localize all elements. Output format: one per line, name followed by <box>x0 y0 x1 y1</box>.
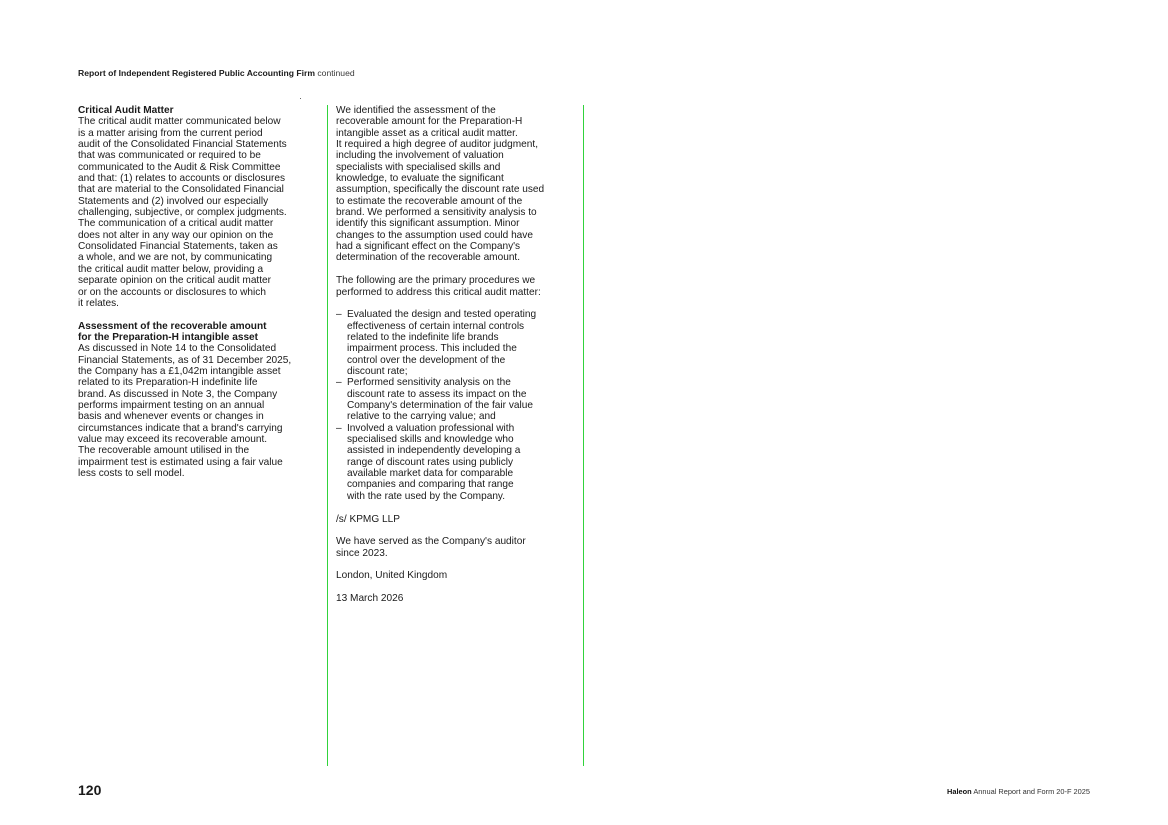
text-line: companies and comparing that range <box>347 479 514 491</box>
text-line: performs impairment testing on an annual <box>78 399 265 411</box>
right-column <box>336 105 576 604</box>
text-line: and that: (1) relates to accounts or disclosures <box>78 173 286 185</box>
text-line: Statements and (2) involved our especially <box>78 195 269 207</box>
text-line: It required a high degree of auditor judgment, <box>336 139 539 151</box>
text-line: – Performed sensitivity analysis on the <box>347 377 511 389</box>
footer <box>947 787 1090 796</box>
text-line: brand. As discussed in Note 3, the Company <box>78 388 278 400</box>
text-line: specialists with specialised skills and <box>336 161 501 173</box>
text-line: including the involvement of valuation <box>336 150 504 162</box>
auditor-tenure <box>336 536 576 559</box>
text-line: available market data for comparable <box>347 468 514 480</box>
report-header <box>78 68 355 78</box>
text-line: audit of the Consolidated Financial Statements <box>78 139 287 151</box>
text-line: a whole, and we are not, by communicating <box>78 252 273 264</box>
text-line: As discussed in Note 14 to the Consolidated <box>78 343 277 355</box>
footer-report-title: Annual Report and Form 20-F 2025 <box>973 787 1090 796</box>
column-divider-left <box>327 105 328 766</box>
page-number: 120 <box>78 782 102 798</box>
text-line: discount rate; <box>347 366 408 377</box>
text-line: for the Preparation-H intangible asset <box>78 331 259 343</box>
text-line: specialised skills and knowledge who <box>347 434 514 446</box>
text-line: does not alter in any way our opinion on the <box>78 229 274 241</box>
text-line: the critical audit matter below, providing a <box>78 263 264 275</box>
text-line: effectiveness of certain internal controls <box>347 320 525 332</box>
text-line: assumption, specifically the discount rate used <box>336 184 545 196</box>
text-line: control over the development of the <box>347 354 506 366</box>
text-line: identify this significant assumption. Minor <box>336 218 520 230</box>
text-line: determination of the recoverable amount. <box>336 252 521 264</box>
text-line: relative to the carrying value; and <box>347 411 496 423</box>
column-divider-right <box>583 105 584 766</box>
identification-paragraph <box>336 105 576 264</box>
procedures-list <box>336 309 576 502</box>
text-line: The following are the primary procedures we <box>336 275 536 287</box>
procedure-item <box>336 423 576 502</box>
text-line: circumstances indicate that a brand's carrying <box>78 422 283 434</box>
text-line: The communication of a critical audit matter <box>78 218 274 230</box>
assessment-text <box>78 343 318 479</box>
procedures-intro <box>336 275 576 298</box>
text-line: that are material to the Consolidated Financial <box>78 184 284 196</box>
text-line: that was communicated or required to be <box>78 150 261 162</box>
text-line: challenging, subjective, or complex judgments. <box>78 207 287 219</box>
text-line: it relates. <box>78 297 119 309</box>
report-title: Report of Independent Registered Public Accounting Firm <box>78 68 315 78</box>
text-line: discount rate to assess its impact on the <box>347 388 527 400</box>
text-line: assisted in independently developing a <box>347 445 521 457</box>
text-line: or on the accounts or disclosures to which <box>78 286 266 298</box>
text-line: had a significant effect on the Company's <box>336 241 521 253</box>
continued-label: continued <box>317 68 355 78</box>
text-line: changes to the assumption used could have <box>336 229 533 241</box>
text-line: brand. We performed a sensitivity analysis to <box>336 207 537 219</box>
report-location: London, United Kingdom <box>336 570 448 582</box>
text-line: The recoverable amount utilised in the <box>78 445 250 457</box>
text-line: We have served as the Company's auditor <box>336 536 526 548</box>
text-line: The critical audit matter communicated below <box>78 116 281 128</box>
text-line: less costs to sell model. <box>78 468 185 480</box>
text-line: impairment process. This included the <box>347 343 517 355</box>
text-line: impairment test is estimated using a fair value <box>78 456 283 468</box>
text-line: communicated to the Audit & Risk Committee <box>78 161 281 173</box>
text-line: Assessment of the recoverable amount <box>78 320 267 332</box>
text-line: basis and whenever events or changes in <box>78 411 264 423</box>
text-line: Financial Statements, as of 31 December 2025, <box>78 354 292 366</box>
text-line: related to the indefinite life brands <box>347 331 499 343</box>
text-line: recoverable amount for the Preparation-H <box>336 116 523 128</box>
text-line: with the rate used by the Company. <box>347 490 506 502</box>
critical-audit-matter-text <box>78 116 318 309</box>
auditor-signature: /s/ KPMG LLP <box>336 513 400 525</box>
text-line: – Involved a valuation professional with <box>347 422 515 434</box>
text-line: since 2023. <box>336 547 388 559</box>
text-line: performed to address this critical audit matter: <box>336 286 541 298</box>
critical-audit-matter-heading: Critical Audit Matter <box>78 105 174 116</box>
report-date: 13 March 2026 <box>336 593 404 605</box>
text-line: to estimate the recoverable amount of the <box>336 195 523 207</box>
text-line: separate opinion on the critical audit matter <box>78 275 272 287</box>
text-line: knowledge, to evaluate the significant <box>336 173 504 185</box>
text-line: range of discount rates using publicly <box>347 456 514 468</box>
text-line: the Company has a £1,042m intangible asset <box>78 365 281 377</box>
text-line: – Evaluated the design and tested operating <box>347 309 537 321</box>
procedure-item <box>336 309 576 377</box>
text-line: We identified the assessment of the <box>336 105 496 116</box>
text-line: value may exceed its recoverable amount. <box>78 434 268 446</box>
procedure-item <box>336 377 576 422</box>
text-line: is a matter arising from the current period <box>78 127 263 139</box>
assessment-heading <box>78 321 318 344</box>
left-column <box>78 105 318 479</box>
text-line: Company's determination of the fair value <box>347 400 533 412</box>
brand-name: Haleon <box>947 787 972 796</box>
text-line: Consolidated Financial Statements, taken as <box>78 241 278 253</box>
text-line: related to its Preparation-H indefinite life <box>78 377 258 389</box>
text-line: intangible asset as a critical audit matter. <box>336 127 518 139</box>
stray-dot <box>300 98 301 99</box>
